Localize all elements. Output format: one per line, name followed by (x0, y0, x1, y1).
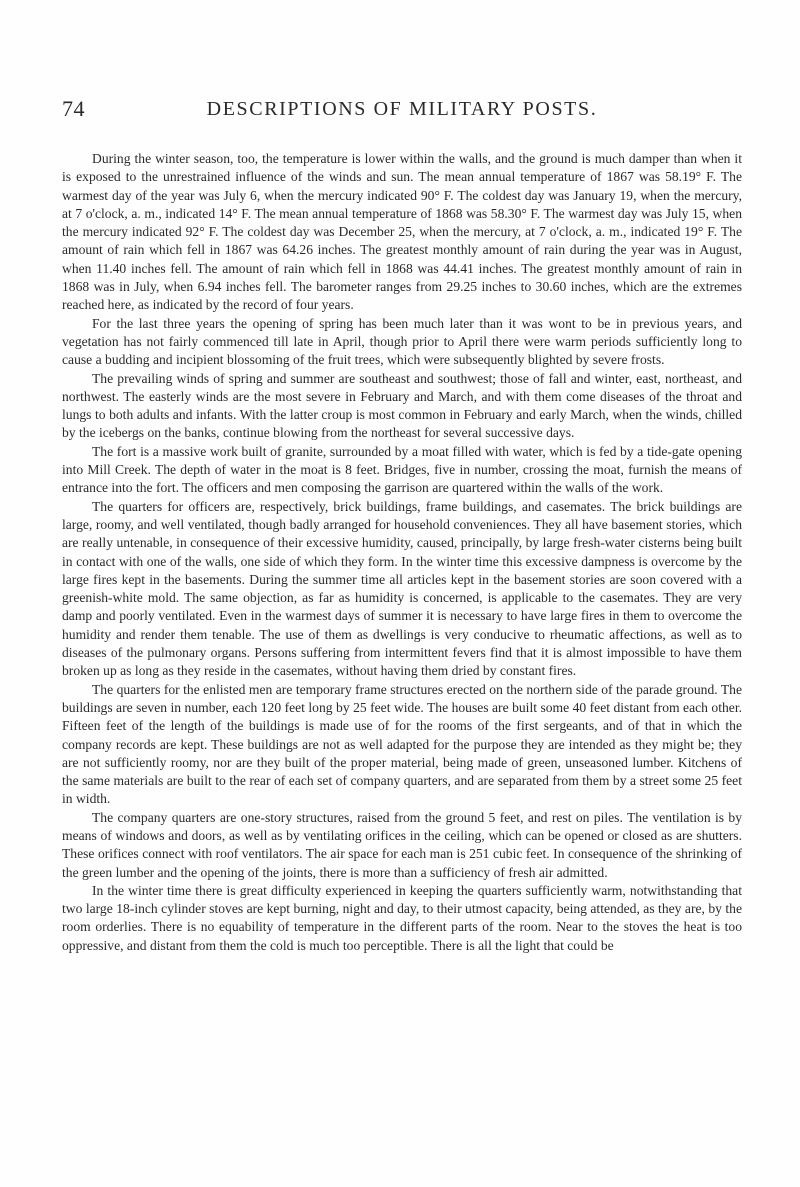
paragraph: The quarters for the enlisted men are temporary frame structures erected on the northern side of the parade ground. The buildings are seven in number, each 120 feet long by 25 feet wide. The houses are built some 40 feet distant from each other. Fifteen feet of the length of the buildings is made use of for the rooms of the first sergeants, and of that in which the company records are kept. These buildings are not as well adapted for the purpose they are intended as they might be; they are not sufficiently roomy, nor are they built of the proper material, being made of green, unseasoned lumber. Kitchens of the same materials are built to the rear of each set of company quarters, and are separated from them by a street some 25 feet in width. (62, 681, 742, 807)
paragraph: For the last three years the opening of spring has been much later than it was wont to be in previous years, and vegetation has not fairly commenced till late in April, though prior to April there were warm periods sufficiently long to cause a budding and incipient blossoming of the fruit trees, which were subsequently blighted by severe frosts. (62, 315, 742, 368)
paragraph: In the winter time there is great difficulty experienced in keeping the quarters sufficiently warm, notwithstanding that two large 18-inch cylinder stoves are kept burning, night and day, to their utmost capacity, being attended, as they are, by the room orderlies. There is no equability of temperature in the different parts of the room. Near to the stoves the heat is too oppressive, and distant from them the cold is much too perceptible. There is all the light that could be (62, 882, 742, 953)
body-text (62, 150, 742, 955)
running-head: DESCRIPTIONS OF MILITARY POSTS. (206, 98, 598, 120)
page-number: 74 (62, 96, 85, 121)
paragraph: The quarters for officers are, respectively, brick buildings, frame buildings, and casemates. The brick buildings are large, roomy, and well ventilated, though badly arranged for household conveniences. They all have basement stories, which are really untenable, in consequence of their excessive humidity, caused, principally, by large fresh-water cisterns being built in contact with one of the walls, one side of which they form. In the winter time this excessive dampness is overcome by the large fires kept in the basements. During the summer time all articles kept in the basement stories are soon covered with a greenish-white mold. The same objection, as far as humidity is concerned, is applicable to the casemates. They are very damp and poorly ventilated. Even in the warmest days of summer it is necessary to have large fires in them to overcome the humidity and render them tenable. The use of them as dwellings is very conducive to rheumatic affections, as well as to diseases of the pulmonary organs. Persons suffering from intermittent fevers find that it is almost impossible to have them broken up as long as they reside in the casemates, without having them dried by constant fires. (62, 498, 742, 679)
paragraph: The company quarters are one-story structures, raised from the ground 5 feet, and rest on piles. The ventilation is by means of windows and doors, as well as by ventilating orifices in the ceiling, which can be opened or closed as are shutters. These orifices connect with roof ventilators. The air space for each man is 251 cubic feet. In consequence of the shrinking of the green lumber and the opening of the joints, there is more than a sufficiency of fresh air admitted. (62, 809, 742, 880)
paragraph: During the winter season, too, the temperature is lower within the walls, and the ground is much damper than when it is exposed to the unrestrained influence of the winds and sun. The mean annual temperature of 1867 was 58.19° F. The warmest day of the year was July 6, when the mercury indicated 90° F. The coldest day was January 19, when the mercury, at 7 o'clock, a. m., indicated 14° F. The mean annual temperature of 1868 was 58.30° F. The warmest day was July 15, when the mercury indicated 92° F. The coldest day was December 25, when the mercury, at 7 o'clock, a. m., indicated 19° F. The amount of rain which fell in 1867 was 64.26 inches. The greatest monthly amount of rain during the year was in August, when 11.40 inches fell. The amount of rain which fell in 1868 was 44.41 inches. The greatest monthly amount of rain in 1868 was in July, when 6.94 inches fell. The barometer ranges from 29.25 inches to 30.60 inches, which are the extremes reached here, as indicated by the record of four years. (62, 151, 742, 313)
paragraph: The fort is a massive work built of granite, surrounded by a moat filled with water, which is fed by a tide-gate opening into Mill Creek. The depth of water in the moat is 8 feet. Bridges, five in number, crossing the moat, furnish the means of entrance into the fort. The officers and men composing the garrison are quartered within the walls of the work. (62, 443, 742, 496)
paragraph: The prevailing winds of spring and summer are southeast and southwest; those of fall and winter, east, northeast, and northwest. The easterly winds are the most severe in February and March, and with them come diseases of the throat and lungs to both adults and infants. With the latter croup is most common in February and early March, when the winds, chilled by the icebergs on the banks, continue blowing from the northeast for several successive days. (62, 370, 742, 441)
page-header (62, 96, 742, 128)
